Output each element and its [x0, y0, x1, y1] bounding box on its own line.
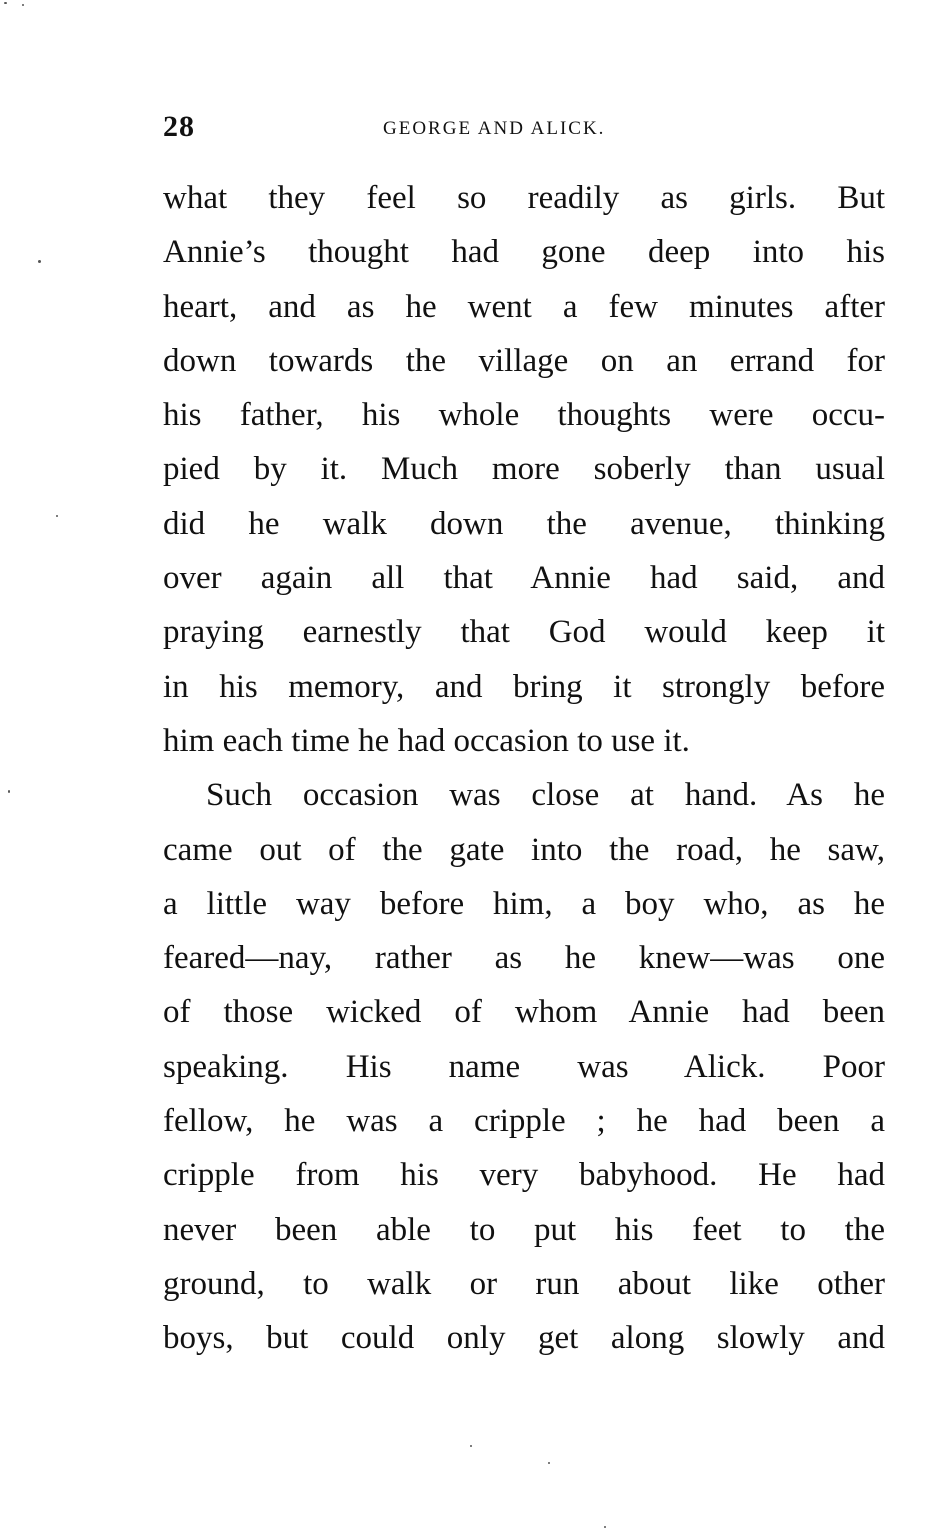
paragraph-2 — [163, 768, 885, 1365]
text-line: boys, but could only get along slowly and — [163, 1320, 885, 1357]
text-line: a little way before him, a boy who, as he — [163, 885, 885, 922]
text-line: what they feel so readily as girls. But — [163, 180, 885, 216]
body-text — [163, 171, 885, 1366]
text-line: feared—nay, rather as he knew—was one — [163, 940, 885, 977]
text-line: over again all that Annie had said, and — [163, 560, 885, 597]
text-line: heart, and as he went a few minutes after — [163, 288, 885, 325]
scan-speck — [56, 515, 58, 517]
page-header — [163, 110, 885, 150]
scan-speck — [604, 1526, 606, 1528]
text-line: cripple from his very babyhood. He had — [163, 1157, 885, 1194]
text-line: pied by it. Much more soberly than usual — [163, 451, 885, 488]
scan-speck — [4, 2, 7, 4]
text-line: praying earnestly that God would keep it — [163, 614, 885, 651]
text-line: ground, to walk or run about like other — [163, 1265, 885, 1302]
scan-speck — [470, 1445, 472, 1447]
text-line: his father, his whole thoughts were occu- — [163, 397, 885, 434]
scan-speck — [38, 260, 41, 263]
text-line: in his memory, and bring it strongly before — [163, 668, 885, 705]
text-line: Annie’s thought had gone deep into his — [163, 234, 885, 271]
page-number: 28 — [163, 110, 195, 143]
text-line: him each time he had occasion to use it. — [163, 722, 690, 759]
scan-speck — [548, 1462, 550, 1464]
text-line: came out of the gate into the road, he saw, — [163, 831, 885, 868]
text-line: of those wicked of whom Annie had been — [163, 994, 885, 1031]
text-line: Such occasion was close at hand. As he — [206, 777, 885, 814]
text-line: down towards the village on an errand for — [163, 342, 885, 379]
text-line: did he walk down the avenue, thinking — [163, 505, 885, 542]
scan-speck — [8, 790, 10, 793]
scan-speck — [22, 4, 24, 6]
running-title: GEORGE AND ALICK. — [383, 118, 606, 139]
text-line: fellow, he was a cripple ; he had been a — [163, 1103, 885, 1140]
paragraph-1 — [163, 171, 885, 768]
text-line: never been able to put his feet to the — [163, 1211, 885, 1248]
text-line: speaking. His name was Alick. Poor — [163, 1048, 885, 1085]
